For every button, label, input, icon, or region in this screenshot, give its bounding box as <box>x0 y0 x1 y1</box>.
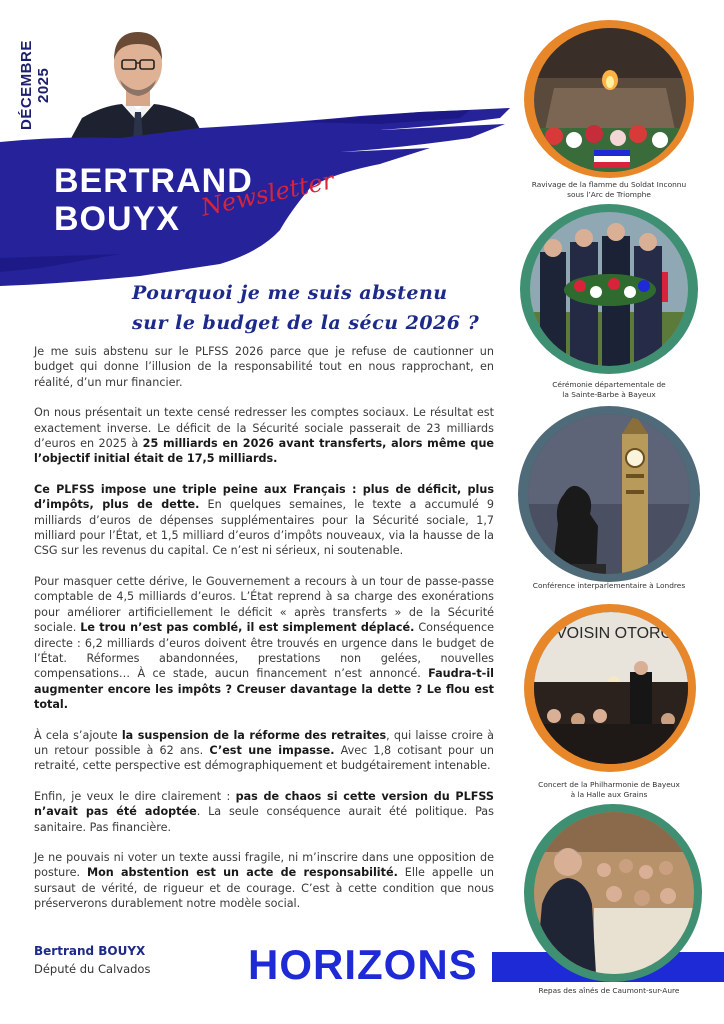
paragraph-text: À cela s’ajoute <box>34 728 122 742</box>
paragraph-text: , qui laisse croire à un retour possible à 62 ans. <box>34 728 494 757</box>
caption-2-line-1: Cérémonie départementale de <box>552 380 666 389</box>
caption-2 <box>514 380 704 400</box>
emphasis-text: Faudra-t-il augmenter encore les impôts ? Creuser davantage la dette ? Le flou est total. <box>34 667 494 712</box>
paragraph-text: Je ne pouvais ni voter un texte aussi fragile, ni m’inscrire dans une opposition de posture. <box>34 850 494 880</box>
headline-line-2: sur le budget de la sécu 2026 ? <box>132 312 480 334</box>
newsletter-label: Newsletter <box>198 166 337 222</box>
caption-1-line-1: Ravivage de la flamme du Soldat Inconnu <box>531 180 687 189</box>
name-first: BERTRAND <box>54 162 253 200</box>
paragraph-text: Enfin, je veux le dire clairement : <box>34 789 236 803</box>
caption-3 <box>514 581 704 591</box>
emphasis-text: 25 milliards en 2026 avant transferts, alors même que l’objectif initial était de 17,5 milliards. <box>34 437 494 466</box>
headline-line-1: Pourquoi je me suis abstenu <box>132 282 448 304</box>
emphasis-text: C’est une impasse. <box>209 743 335 757</box>
paragraph-5 <box>34 728 494 774</box>
paragraph-text: En quelques semaines, le texte a accumulé 9 milliards d’euros de dépenses supplémentaires pour la Sécurité sociale, 1,7 milliard pour l’État, et 1,5 milliard d’euros d’impôts nouveaux, via la hausse de la CSG sur les revenus du capital. Ce n’est ni sérieux, ni soutenable. <box>34 498 494 558</box>
paragraph-4 <box>34 574 494 713</box>
paragraph-text: On nous présentait un texte censé redresser les comptes sociaux. Le résultat est exactement inverse. Le déficit de la Sécurité sociale passerait de 23 milliards d’euros en 2025 à <box>34 406 494 451</box>
caption-4-line-2: à la Halle aux Grains <box>570 790 648 799</box>
caption-2-line-2: la Sainte-Barbe à Bayeux <box>562 390 656 399</box>
name-last: BOUYX <box>54 200 180 238</box>
paragraph-text: Pour masquer cette dérive, le Gouvernement a recours à un tour de passe-passe comptable de 4,5 milliards d’euros. L’État reprend à sa charge des exonérations pour améliorer artificiellement le déficit « après transferts » de la Sécurité sociale. <box>34 574 494 635</box>
screen-text: N VOISIN OTORO <box>540 625 674 642</box>
paragraph-7 <box>34 850 494 912</box>
photo-london <box>528 414 690 574</box>
photo-repas-aines <box>534 812 694 974</box>
photo-sainte-barbe <box>530 212 688 366</box>
photo-philharmonie <box>534 612 688 764</box>
paragraph-text: Conséquence directe : 6,2 milliards d’euros doivent être trouvés en urgence dans le budget de l’État. Réformes abandonnées, prestations non gelées, nouvelles compensations… À ce stade, aucun financement n’est annoncé. <box>34 621 494 681</box>
emphasis-text: pas de chaos si cette version du PLFSS n’avait pas été adoptée <box>34 789 494 819</box>
paragraph-text: Elle appelle un sursaut de vérité, de rigueur et de courage. C’est à cette condition que nous préserverons durablement notre modèle social. <box>34 866 494 911</box>
emphasis-text: Mon abstention est un acte de responsabilité. <box>86 866 398 880</box>
paragraph-text: Je me suis abstenu sur le PLFSS 2026 parce que je refuse de cautionner un budget qui donne l’illusion de la responsabilité tout en nous rapprochant, en réalité, d’un mur financier. <box>34 345 494 389</box>
issue-date: DÉCEMBRE 2025 <box>18 40 52 130</box>
caption-5-line-1: Repas des aînés de Caumont-sur-Aure <box>538 986 680 995</box>
paragraph-2 <box>34 405 494 467</box>
paragraph-text: Avec 1,8 cotisant pour un retraité, cette perspective est démographiquement et budgétairement intenable. <box>34 743 494 773</box>
emphasis-text: Le trou n’est pas comblé, il est simplement déplacé. <box>80 621 415 635</box>
paragraph-3 <box>34 482 494 559</box>
emphasis-text: la suspension de la réforme des retraites <box>121 728 387 742</box>
photo-flame-ceremony <box>534 28 686 172</box>
caption-1-line-2: sous l’Arc de Triomphe <box>567 190 651 199</box>
caption-4-line-1: Concert de la Philharmonie de Bayeux <box>538 780 680 789</box>
emphasis-text: Ce PLFSS impose une triple peine aux Français : plus de déficit, plus d’impôts, plus de dette. <box>34 482 494 512</box>
article-body <box>34 344 494 927</box>
caption-5 <box>514 986 704 996</box>
signature-name: Bertrand BOUYX <box>34 944 146 958</box>
paragraph-6 <box>34 789 494 835</box>
caption-3-line-1: Conférence interparlementaire à Londres <box>532 581 686 590</box>
signature-role: Député du Calvados <box>34 962 151 976</box>
caption-4 <box>514 780 704 800</box>
caption-1 <box>514 180 704 200</box>
paragraph-text: . La seule conséquence aurait été politique. Pas sanitaire. Pas financière. <box>34 805 494 834</box>
horizons-logo: HORIZONS <box>248 941 478 988</box>
paragraph-1 <box>34 344 494 390</box>
